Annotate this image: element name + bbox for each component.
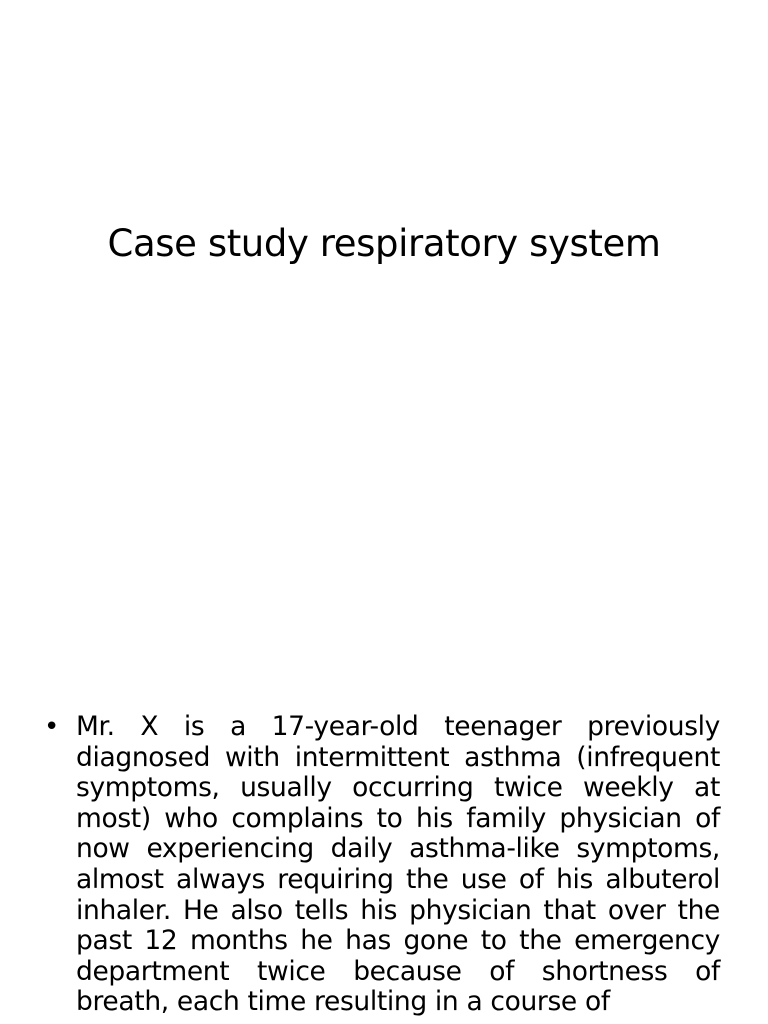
bullet-marker: •: [44, 712, 59, 742]
bullet-item: [44, 711, 720, 1018]
bullet-text: Mr. X is a 17-year-old teenager previously diagnosed with intermittent asthma (infrequent symptoms, usually occurring twice weekly at most) who complains to his family physician of now experiencing daily asthma-like symptoms, almost always requiring the use of his albuterol inhaler. He also tells his physician that over the past 12 months he has gone to the emergency department twice because of shortness of breath, each time resulting in a course of: [76, 711, 720, 1018]
slide-title: Case study respiratory system: [107, 222, 661, 265]
bullet-list: [0, 712, 768, 1018]
